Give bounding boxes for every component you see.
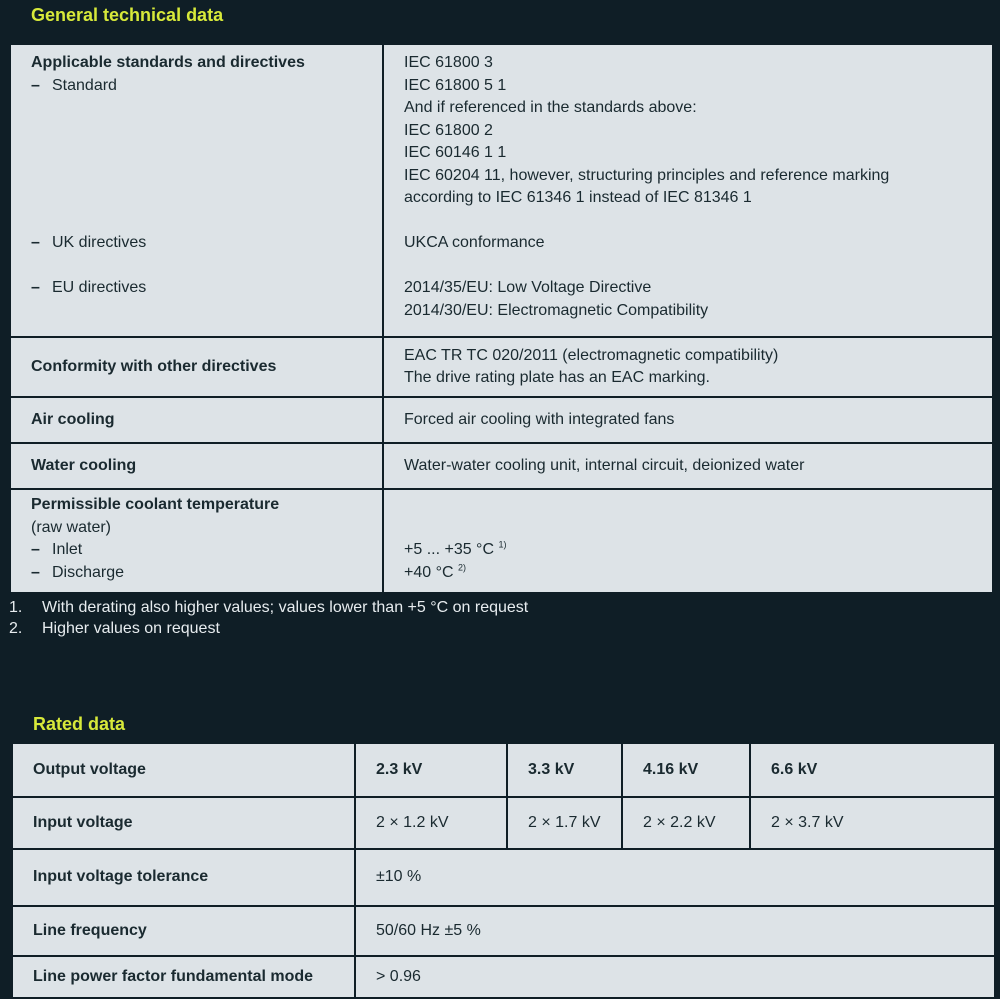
uk-directives-value: UKCA conformance — [404, 234, 545, 251]
table-row — [12, 906, 995, 956]
footnote-ref: 2) — [458, 562, 467, 573]
table-row — [12, 797, 995, 849]
footnote-item: 2. Higher values on request — [9, 619, 220, 637]
conformity-value: The drive rating plate has an EAC marking. — [404, 369, 710, 386]
output-voltage-label: Output voltage — [12, 743, 355, 797]
standard-sublabel: – Standard — [31, 76, 117, 94]
eu-directive-value: 2014/35/EU: Low Voltage Directive — [404, 279, 652, 296]
standard-value: IEC 61800 5 1 — [404, 76, 507, 94]
output-voltage-value: 6.6 kV — [750, 743, 995, 797]
standard-value: IEC 61800 2 — [404, 121, 493, 139]
uk-directives-sublabel: – UK directives — [31, 234, 147, 251]
rated-data-heading: Rated data — [33, 714, 126, 734]
table-row — [12, 743, 995, 797]
conformity-value: EAC TR TC 020/2011 (electromagnetic compatibility) — [404, 346, 779, 364]
standard-value: IEC 61800 3 — [404, 54, 493, 71]
standards-value-cell — [383, 44, 993, 337]
table-row — [10, 44, 993, 337]
input-voltage-value: 2 × 3.7 kV — [750, 797, 995, 849]
footnote-item: 1. With derating also higher values; values lower than +5 °C on request — [9, 599, 529, 616]
general-technical-data-table — [9, 43, 994, 594]
eu-directives-sublabel: – EU directives — [31, 279, 147, 296]
water-cooling-value: Water-water cooling unit, internal circuit, deionized water — [404, 456, 805, 474]
table-row — [12, 849, 995, 906]
standard-value: according to IEC 61346 1 instead of IEC 81346 1 — [404, 189, 752, 206]
general-technical-data-heading: General technical data — [31, 5, 224, 25]
input-voltage-value: 2 × 1.7 kV — [507, 797, 622, 849]
output-voltage-value: 4.16 kV — [622, 743, 750, 797]
rated-data-table — [11, 742, 996, 999]
input-voltage-tolerance-value: ±10 % — [355, 849, 995, 906]
table-row — [10, 443, 993, 489]
standard-value: IEC 60146 1 1 — [404, 144, 507, 161]
air-cooling-value: Forced air cooling with integrated fans — [404, 410, 675, 428]
line-frequency-label: Line frequency — [12, 906, 355, 956]
output-voltage-value: 3.3 kV — [507, 743, 622, 797]
input-voltage-tolerance-label: Input voltage tolerance — [12, 849, 355, 906]
output-voltage-value: 2.3 kV — [355, 743, 507, 797]
standards-label: Applicable standards and directives — [31, 54, 305, 71]
input-voltage-value: 2 × 1.2 kV — [355, 797, 507, 849]
footnotes — [9, 598, 528, 639]
discharge-sublabel: – Discharge — [31, 563, 125, 581]
footnote-ref: 1) — [498, 539, 507, 550]
standard-value: IEC 60204 11, however, structuring principles and reference marking — [404, 166, 890, 184]
inlet-value: +5 ... +35 °C $^{1)}$ — [404, 539, 507, 558]
coolant-temperature-sublabel: (raw water) — [31, 518, 112, 536]
line-frequency-value: 50/60 Hz ±5 % — [355, 906, 995, 956]
eu-directive-value: 2014/30/EU: Electromagnetic Compatibility — [404, 301, 709, 319]
power-factor-label: Line power factor fundamental mode — [12, 956, 355, 998]
input-voltage-value: 2 × 2.2 kV — [622, 797, 750, 849]
power-factor-value: > 0.96 — [355, 956, 995, 998]
air-cooling-label: Air cooling — [31, 410, 115, 428]
standards-label-cell — [10, 44, 383, 337]
conformity-label: Conformity with other directives — [31, 357, 277, 375]
standard-value: And if referenced in the standards above: — [404, 99, 697, 116]
table-row — [12, 956, 995, 998]
discharge-value: +40 °C $^{2)}$ — [404, 562, 467, 581]
inlet-sublabel: – Inlet — [31, 541, 83, 558]
table-row — [10, 397, 993, 443]
input-voltage-label: Input voltage — [12, 797, 355, 849]
coolant-temperature-label: Permissible coolant temperature — [31, 496, 280, 513]
table-row — [10, 337, 993, 397]
water-cooling-label: Water cooling — [31, 456, 137, 474]
table-row — [10, 489, 993, 593]
